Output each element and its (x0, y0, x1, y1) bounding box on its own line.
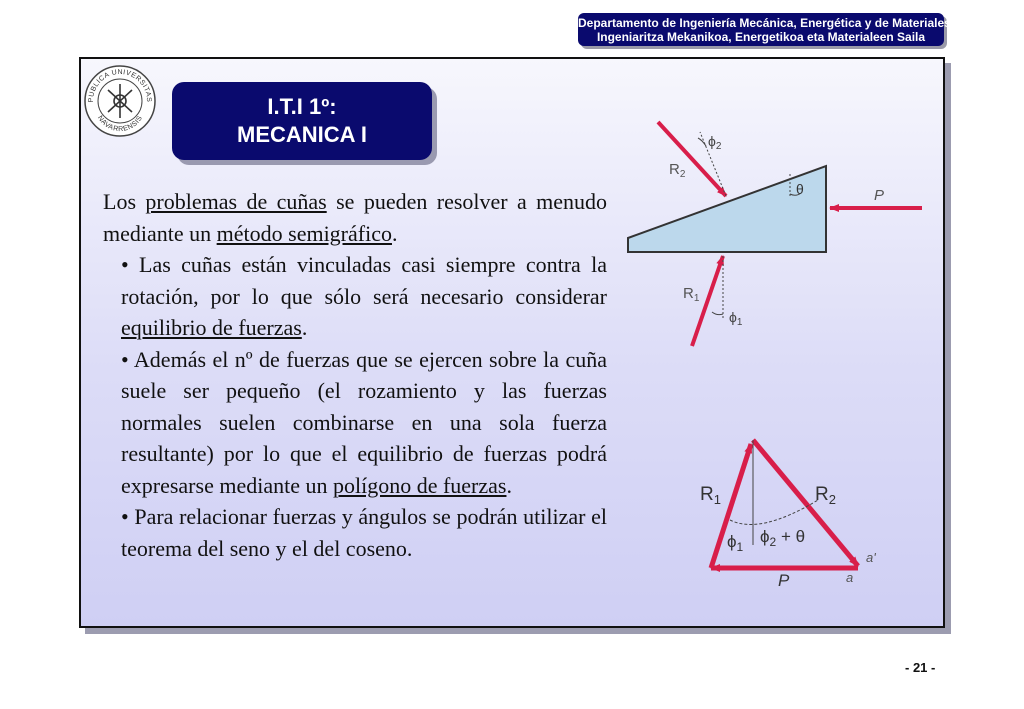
underlined-term: problemas de cuñas (145, 189, 327, 214)
wedge-shape (628, 166, 826, 252)
seal-text-top: PUBLICA UNIVERSITAS (87, 68, 153, 103)
text-run: • Las cuñas están vinculadas casi siempre contra la rotación, por lo que sólo será necesario considerar (121, 252, 607, 309)
force-polygon-diagram (700, 440, 876, 590)
department-name-eu: Ingeniaritza Mekanikoa, Energetikoa eta Materialeen Saila (596, 30, 926, 44)
theta-label: θ (796, 181, 804, 197)
course-title-line2: MECANICA I (237, 122, 367, 147)
polygon-a-label: a (846, 570, 854, 585)
r2-label: $R_2$ (669, 161, 686, 180)
polygon-r2-label: $R_2$ (815, 484, 836, 507)
underlined-term: equilibrio de fuerzas (121, 315, 302, 340)
phi1-arc (712, 312, 723, 315)
phi2-label: $\phi_2$ (708, 133, 722, 152)
text-run: . (506, 472, 512, 498)
polygon-angle-label: $\phi_2 + \theta$ (760, 527, 806, 549)
polygon-phi1-label: $\phi_1$ (727, 532, 744, 554)
r1-label: $R_1$ (683, 285, 700, 304)
course-title-line1: I.T.I 1º: (267, 94, 337, 119)
department-name-es: Departamento de Ingeniería Mecánica, Energética y de Materiales (578, 16, 951, 30)
polygon-r1-label: $R_1$ (700, 484, 721, 507)
phi1-label: $\phi_1$ (729, 309, 743, 328)
text-run: • Para relacionar fuerzas y ángulos se podrán utilizar el teorema del seno y el del coseno. (121, 504, 607, 561)
underlined-term: polígono de fuerzas (332, 472, 507, 498)
polygon-p-label: P (778, 571, 790, 590)
polygon-a-prime-label: a' (866, 550, 876, 565)
text-run: se pueden resolver a menudo mediante un (103, 189, 608, 246)
page-number: - 21 - (905, 660, 936, 675)
text-run: Los (103, 189, 146, 214)
phi2-arc (698, 138, 706, 146)
underlined-term: método semigráfico (216, 220, 392, 246)
p-label: P (874, 187, 885, 204)
seal-text-bottom: NAVARRENSIS (95, 114, 145, 134)
wedge-diagram (628, 122, 922, 346)
text-run: • Además el nº de fuerzas que se ejercen sobre la cuña suele ser pequeño (el rozamiento y las fuerzas normales suelen combinarse en una sola fuerza resultante) por lo que el equilibrio de fuerzas podrá expresarse mediante un (121, 346, 607, 498)
text-run: . (301, 315, 308, 340)
text-run: . (391, 220, 398, 246)
